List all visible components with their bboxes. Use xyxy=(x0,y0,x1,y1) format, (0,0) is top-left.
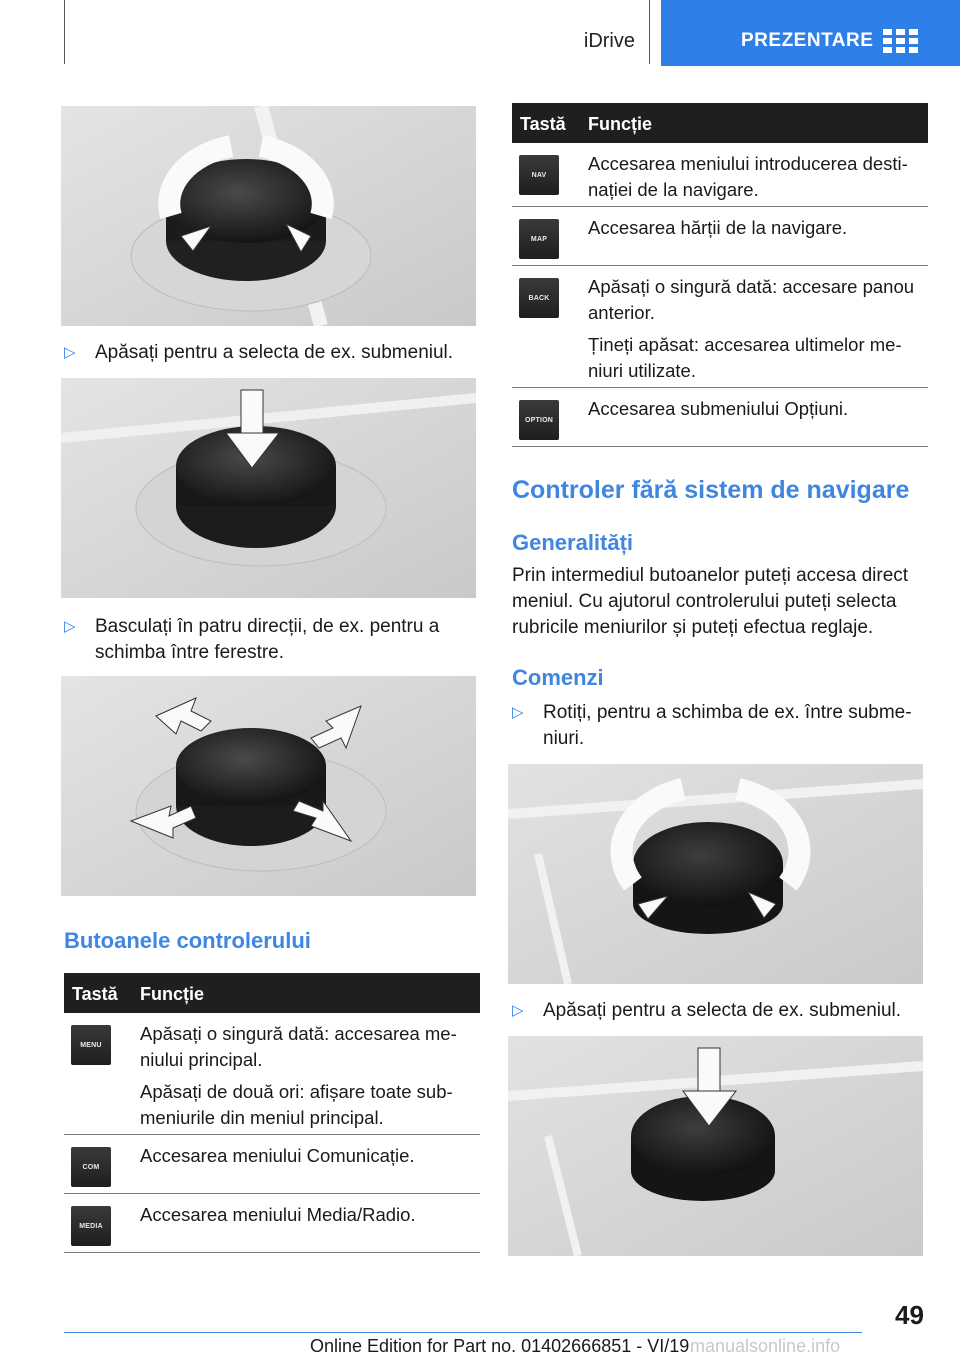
footer-site-watermark: manualsonline.info xyxy=(690,1336,841,1356)
footer-edition: Online Edition for Part no. 01402666851 - VI/19 xyxy=(310,1336,690,1356)
general-text: Prin intermediul butoanelor puteți accesa direct meniul. Cu ajutorul controlerului puteți selecta rubricile meniurilor și puteți efectua reglaje. xyxy=(512,565,909,638)
menu-key-icon: MENU xyxy=(71,1025,111,1065)
table-row xyxy=(512,266,928,388)
left-table-header: Tastă Funcție xyxy=(64,973,480,1013)
left-caption-2: ▷ Basculați în patru direcții, de ex. pentru a schimba între ferestre. xyxy=(64,616,440,663)
right-key-table xyxy=(512,103,928,447)
controller-tilt-image xyxy=(61,378,476,598)
header-section-title: iDrive xyxy=(583,30,635,52)
row-function: Accesarea meniului Media/Radio. xyxy=(140,1204,416,1225)
row-function: Apăsați o singură dată: accesare panou anterior. Țineți apăsat: accesarea ultimelor meniuri utilizate. xyxy=(588,276,915,381)
row-function: Accesarea meniului introducerea destinației de la navigare. xyxy=(588,153,908,200)
row-function: Accesarea submeniului Opțiuni. xyxy=(588,398,849,419)
controller-four-directions-image xyxy=(61,676,476,896)
bullet-triangle-icon: ▷ xyxy=(64,344,76,361)
left-caption-1: ▷ Apăsați pentru a selecta de ex. submeniul. xyxy=(64,340,474,366)
table-row xyxy=(512,388,928,447)
footer-divider xyxy=(64,1332,862,1333)
map-key-icon: MAP xyxy=(519,219,559,259)
page-number: 49 xyxy=(895,1300,924,1330)
nav-key-icon: NAV xyxy=(519,155,559,195)
header-chapter-tab[interactable] xyxy=(661,0,960,66)
table-row xyxy=(512,143,928,207)
right-caption-1: ▷ Rotiți, pentru a schimba de ex. între submeniuri. xyxy=(512,702,912,749)
back-key-icon: BACK xyxy=(519,278,559,318)
table-row xyxy=(64,1013,480,1135)
bullet-triangle-icon: ▷ xyxy=(512,1002,524,1019)
bullet-triangle-icon: ▷ xyxy=(512,704,524,721)
com-key-icon: COM xyxy=(71,1147,111,1187)
controller-rotate-image xyxy=(508,764,923,984)
table-row xyxy=(64,1135,480,1194)
table-row xyxy=(64,1194,480,1253)
option-key-icon: OPTION xyxy=(519,400,559,440)
row-function: Accesarea meniului Comunicație. xyxy=(140,1145,415,1166)
left-key-table xyxy=(64,973,480,1253)
header-section-box xyxy=(64,0,650,64)
commands-heading: Comenzi xyxy=(512,665,604,690)
row-function: Apăsați o singură dată: accesarea meniului principal. Apăsați de două ori: afișare toate submeniurile din meniul principal. xyxy=(140,1023,457,1128)
right-main-heading: Controler fără sistem de navigare xyxy=(512,476,910,504)
media-key-icon: MEDIA xyxy=(71,1206,111,1246)
bullet-triangle-icon: ▷ xyxy=(64,618,76,635)
grid-menu-icon[interactable] xyxy=(883,29,917,53)
controller-press-image xyxy=(61,106,476,326)
right-caption-2: ▷ Apăsați pentru a selecta de ex. submeniul. xyxy=(512,998,922,1024)
row-function: Accesarea hărții de la navigare. xyxy=(588,217,848,238)
right-table-header: Tastă Funcție xyxy=(512,103,928,143)
header-chapter-title: PREZENTARE xyxy=(741,30,874,51)
controller-press-no-nav-image xyxy=(508,1036,923,1256)
table-row xyxy=(512,207,928,266)
general-heading: Generalități xyxy=(512,530,634,555)
left-section-heading: Butoanele controlerului xyxy=(64,928,311,953)
